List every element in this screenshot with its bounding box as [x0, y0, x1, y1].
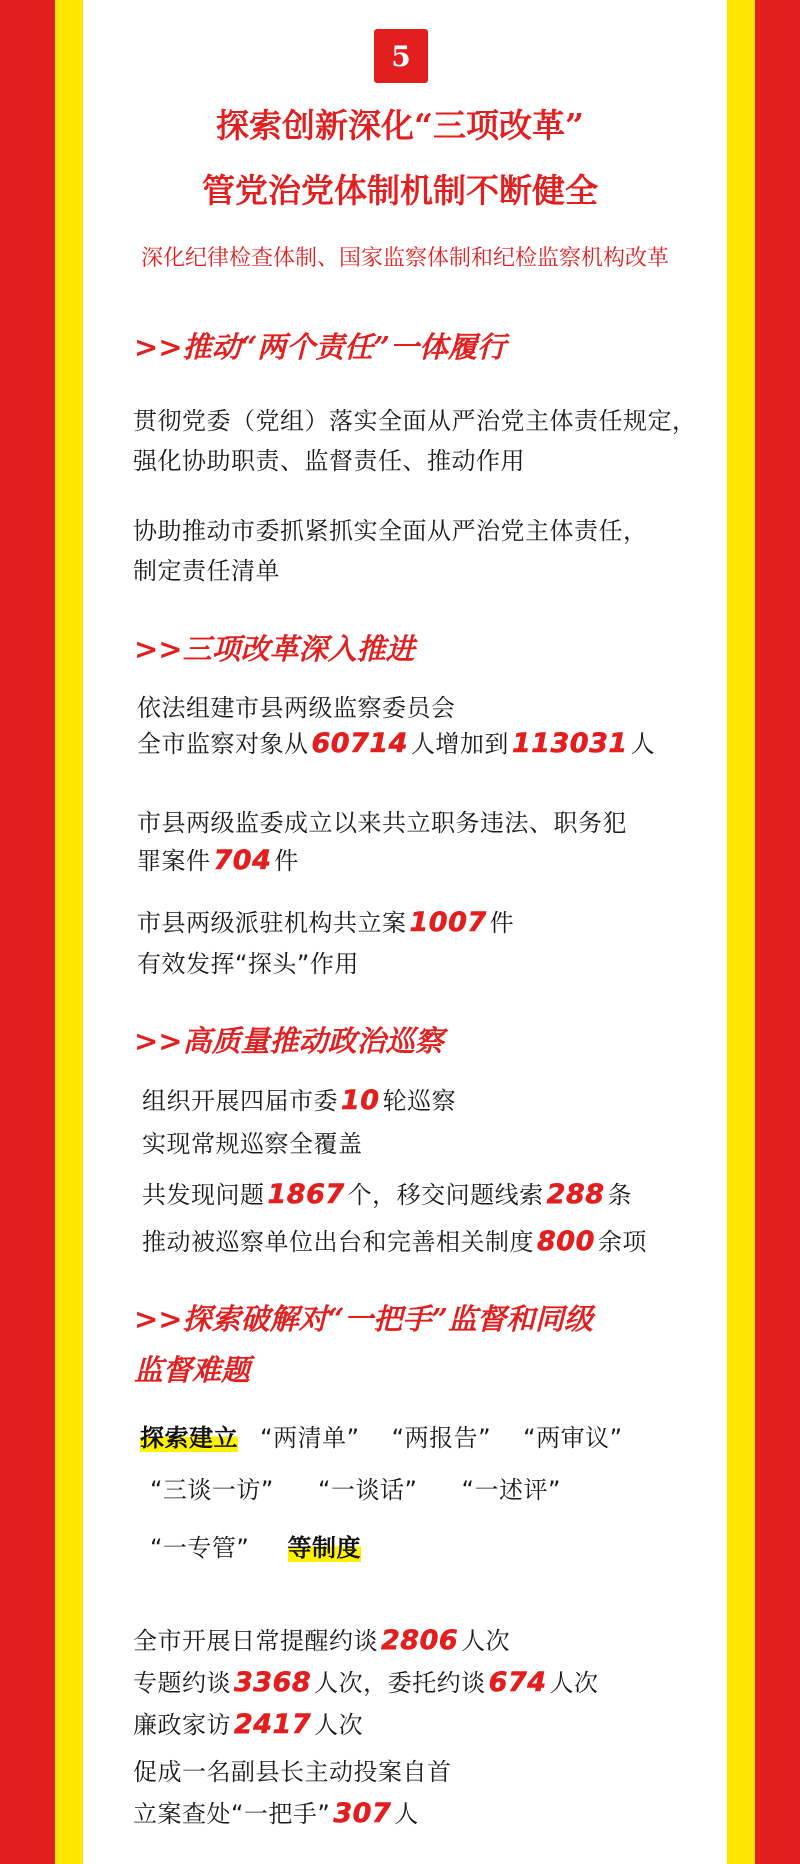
- text-line: [142, 1081, 456, 1116]
- system-item: “一专管”: [150, 1534, 250, 1562]
- system-item: “三谈一访”: [150, 1476, 274, 1504]
- text-line: [150, 1470, 561, 1505]
- highlight-number: 113031: [511, 728, 628, 759]
- text-segment: 个，移交问题线索: [347, 1181, 544, 1209]
- text-line: 市县两级监委成立以来共立职务违法、职务犯: [137, 809, 627, 837]
- text-line: 强化协助职责、监督责任、推动作用: [133, 447, 525, 475]
- text-line: [133, 1621, 510, 1656]
- text-segment: 人次: [314, 1711, 364, 1739]
- text-line: 依法组建市县两级监察委员会: [137, 694, 456, 722]
- text-line: 协助推动市委抓紧抓实全面从严治党主体责任，: [133, 517, 648, 545]
- left-red-border: [0, 0, 55, 1864]
- highlight-number: 674: [488, 1667, 547, 1698]
- highlight-number: 288: [546, 1179, 605, 1210]
- text-segment: 余项: [597, 1228, 647, 1256]
- text-segment: 件: [489, 909, 515, 937]
- text-segment: 立案查处“一把手”: [133, 1800, 331, 1828]
- highlight-number: 2417: [234, 1709, 312, 1740]
- text-line: 制定责任清单: [133, 557, 280, 585]
- right-yellow-border: [727, 0, 755, 1864]
- text-segment: 廉政家访: [133, 1711, 231, 1739]
- system-item: “一述评”: [461, 1476, 561, 1504]
- text-segment: 全市开展日常提醒约谈: [133, 1627, 378, 1655]
- section-heading-two-responsibilities: >>推动“两个责任”一体履行: [134, 330, 506, 364]
- highlighted-phrase: 探索建立: [140, 1424, 238, 1452]
- system-item: “一谈话”: [318, 1476, 418, 1504]
- text-line: 促成一名副县长主动投案自首: [133, 1758, 452, 1786]
- text-segment: 罪案件: [137, 847, 211, 875]
- system-item: “两报告”: [391, 1424, 492, 1452]
- highlight-number: 704: [213, 845, 272, 876]
- system-item: “两审议”: [523, 1424, 623, 1452]
- text-segment: 人次: [549, 1669, 599, 1697]
- page-title-line1: 探索创新深化“三项改革”: [216, 106, 584, 145]
- text-line: 实现常规巡察全覆盖: [142, 1130, 363, 1158]
- text-segment: 人增加到: [410, 730, 509, 758]
- text-segment: 人次: [461, 1627, 511, 1655]
- text-segment: 轮巡察: [382, 1087, 457, 1115]
- text-line: 有效发挥“探头”作用: [137, 950, 359, 978]
- text-line: [142, 1175, 632, 1210]
- right-red-border: [755, 0, 800, 1864]
- text-line: [133, 1663, 599, 1698]
- highlight-number: 1867: [267, 1179, 345, 1210]
- text-line: [140, 1418, 623, 1453]
- left-yellow-border: [55, 0, 83, 1864]
- highlight-number: 10: [341, 1085, 380, 1116]
- text-line: [137, 903, 514, 938]
- text-segment: 专题约谈: [133, 1669, 231, 1697]
- highlight-number: 1007: [409, 907, 487, 938]
- text-line: [133, 1794, 419, 1829]
- text-line: [137, 724, 655, 759]
- text-segment: 共发现问题: [142, 1181, 265, 1209]
- section-heading-political-inspection: >>高质量推动政治巡察: [134, 1024, 444, 1058]
- highlighted-phrase: 等制度: [287, 1534, 362, 1562]
- highlight-number: 2806: [381, 1625, 459, 1656]
- page-title-line2: 管党治党体制机制不断健全: [202, 171, 598, 210]
- text-line: [133, 1705, 363, 1740]
- text-line: [137, 841, 299, 876]
- text-segment: 市县两级派驻机构共立案: [137, 909, 407, 937]
- section-heading-three-reforms: >>三项改革深入推进: [134, 632, 415, 666]
- text-line: [150, 1528, 361, 1563]
- text-segment: 人次，委托约谈: [314, 1669, 486, 1697]
- text-line: [142, 1222, 647, 1257]
- highlight-number: 307: [333, 1798, 392, 1829]
- text-segment: 推动被巡察单位出台和完善相关制度: [142, 1228, 534, 1256]
- highlight-number: 60714: [311, 728, 408, 759]
- highlight-number: 800: [537, 1226, 595, 1257]
- text-segment: 人: [630, 730, 656, 758]
- page-subtitle: 深化纪律检查体制、国家监察体制和纪检监察机构改革: [140, 246, 669, 271]
- text-segment: 条: [607, 1181, 633, 1209]
- text-segment: 人: [394, 1800, 419, 1828]
- text-segment: 件: [274, 847, 299, 875]
- system-item: “两清单”: [260, 1424, 360, 1452]
- text-segment: 组织开展四届市委: [142, 1087, 338, 1115]
- section-number-badge: 5: [374, 29, 428, 83]
- text-segment: 全市监察对象从: [137, 730, 309, 758]
- highlight-number: 3368: [234, 1667, 312, 1698]
- section-heading-top-leader-supervision-cont: 监督难题: [134, 1353, 251, 1387]
- text-line: 贯彻党委（党组）落实全面从严治党主体责任规定，: [133, 407, 697, 435]
- section-heading-top-leader-supervision: >>探索破解对“一把手”监督和同级: [134, 1302, 593, 1336]
